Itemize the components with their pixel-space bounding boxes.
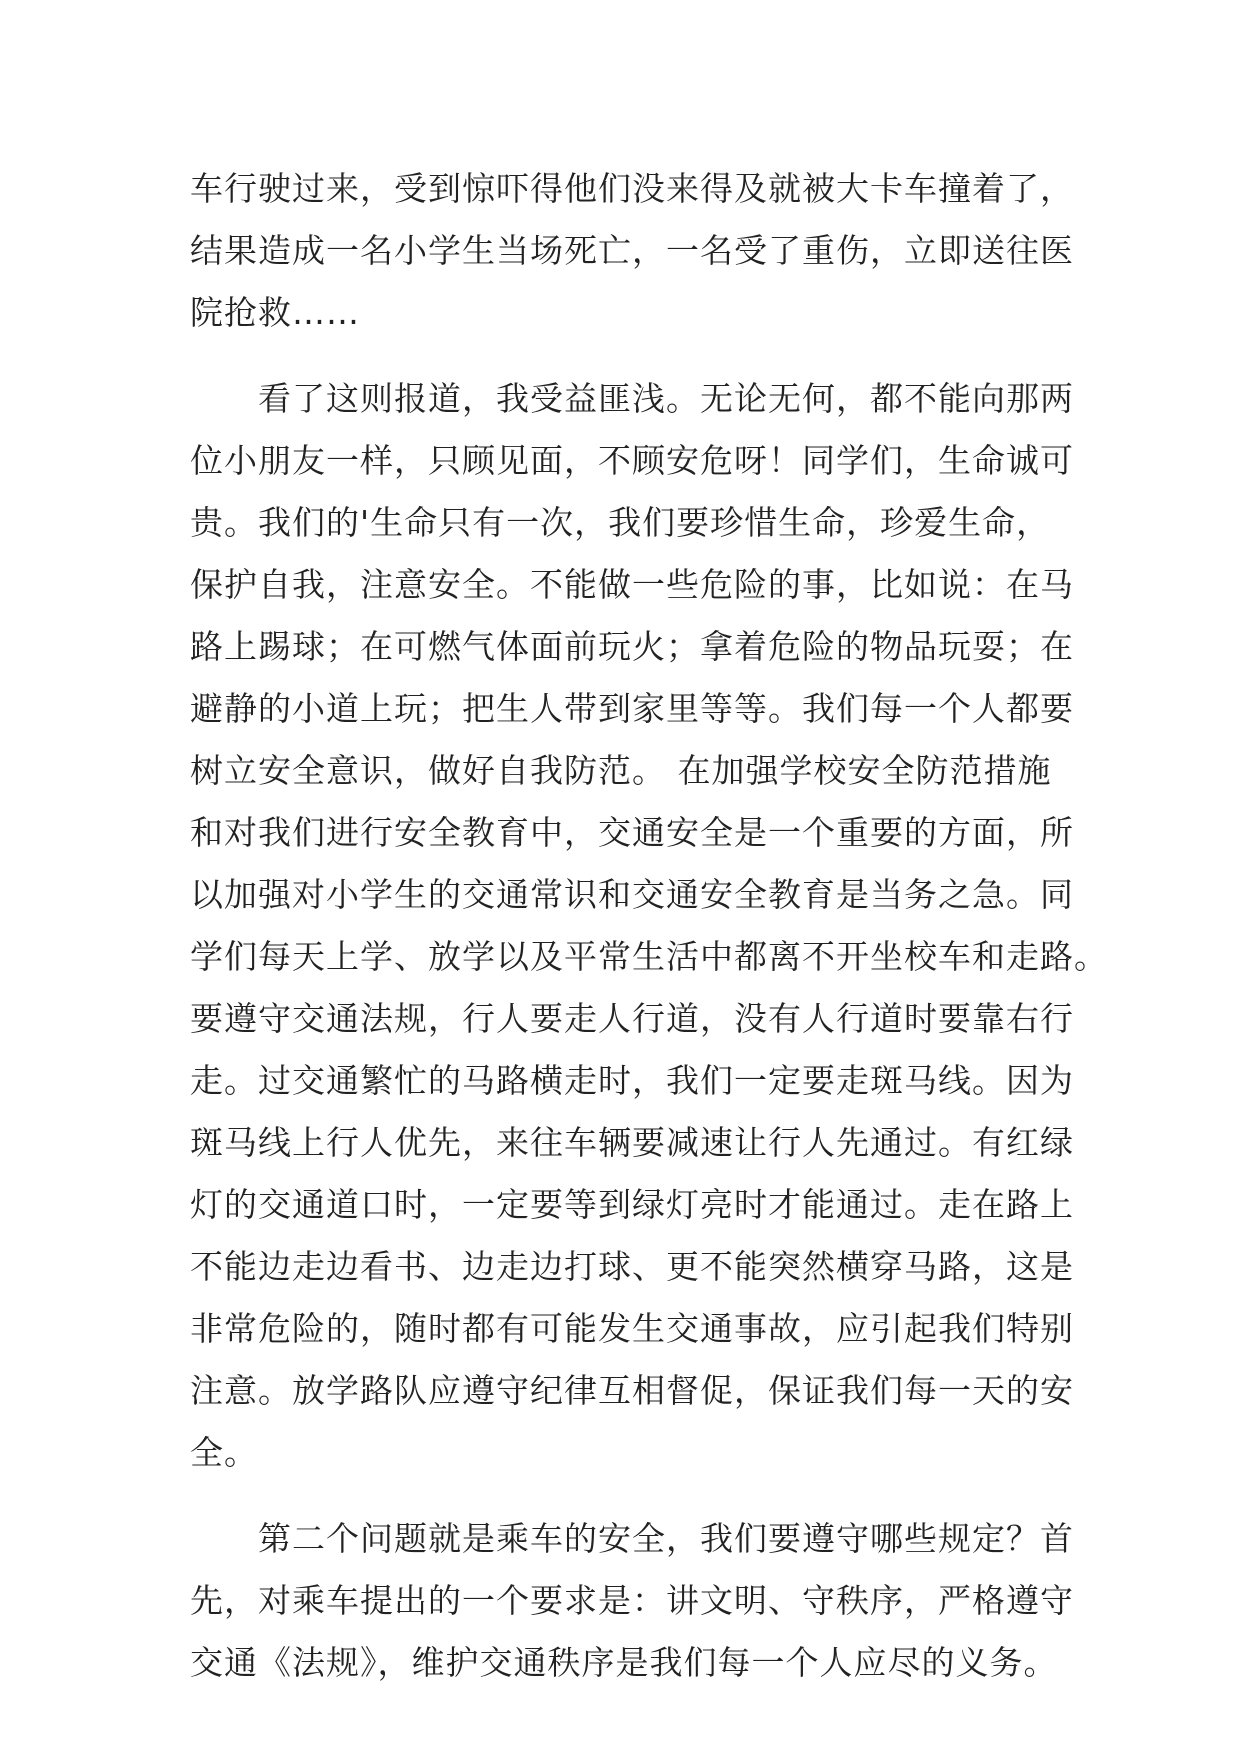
paragraph-line: 避静的小道上玩；把生人带到家里等等。我们每一个人都要	[190, 689, 1074, 728]
paragraph-line: 院抢救……	[190, 293, 360, 332]
paragraph-line: 交通《法规》，维护交通秩序是我们每一个人应尽的义务。	[190, 1643, 1058, 1682]
paragraph-line: 非常危险的，随时都有可能发生交通事故，应引起我们特别	[190, 1309, 1074, 1348]
paragraph-line: 不能边走边看书、边走边打球、更不能突然横穿马路，这是	[190, 1247, 1074, 1286]
paragraph-line: 车行驶过来，受到惊吓得他们没来得及就被大卡车撞着了，	[190, 169, 1074, 208]
paragraph-line: 以加强对小学生的交通常识和交通安全教育是当务之急。同	[190, 875, 1074, 914]
paragraph-line: 斑马线上行人优先，来往车辆要减速让行人先通过。有红绿	[190, 1123, 1074, 1162]
paragraph-line: 要遵守交通法规，行人要走人行道，没有人行道时要靠右行	[190, 999, 1074, 1038]
paragraph-spacer	[190, 1484, 1070, 1508]
paragraph-1	[190, 158, 1074, 344]
paragraph-line: 树立安全意识，做好自我防范。 在加强学校安全防范措施	[190, 751, 1052, 790]
paragraph-line: 注意。放学路队应遵守纪律互相督促，保证我们每一天的安	[190, 1371, 1074, 1410]
paragraph-line: 路上踢球；在可燃气体面前玩火；拿着危险的物品玩耍；在	[190, 627, 1074, 666]
paragraph-line: 看了这则报道，我受益匪浅。无论无何，都不能向那两	[258, 379, 1074, 418]
paragraph-spacer	[190, 344, 1070, 368]
paragraph-line: 结果造成一名小学生当场死亡，一名受了重伤，立即送往医	[190, 231, 1074, 270]
paragraph-2	[190, 368, 1108, 1484]
document-body	[190, 158, 1108, 1694]
paragraph-line: 贵。我们的'生命只有一次，我们要珍惜生命，珍爱生命，	[190, 503, 1051, 542]
paragraph-line: 保护自我，注意安全。不能做一些危险的事，比如说：在马	[190, 565, 1074, 604]
paragraph-line: 走。过交通繁忙的马路横走时，我们一定要走斑马线。因为	[190, 1061, 1074, 1100]
paragraph-line: 第二个问题就是乘车的安全，我们要遵守哪些规定？首	[258, 1519, 1074, 1558]
paragraph-3	[190, 1508, 1074, 1694]
paragraph-line: 和对我们进行安全教育中，交通安全是一个重要的方面，所	[190, 813, 1074, 852]
paragraph-line: 位小朋友一样，只顾见面，不顾安危呀！同学们，生命诚可	[190, 441, 1074, 480]
paragraph-line: 全。	[190, 1433, 258, 1472]
paragraph-line: 学们每天上学、放学以及平常生活中都离不开坐校车和走路。	[190, 937, 1108, 976]
paragraph-line: 先，对乘车提出的一个要求是：讲文明、守秩序，严格遵守	[190, 1581, 1074, 1620]
paragraph-line: 灯的交通道口时，一定要等到绿灯亮时才能通过。走在路上	[190, 1185, 1074, 1224]
